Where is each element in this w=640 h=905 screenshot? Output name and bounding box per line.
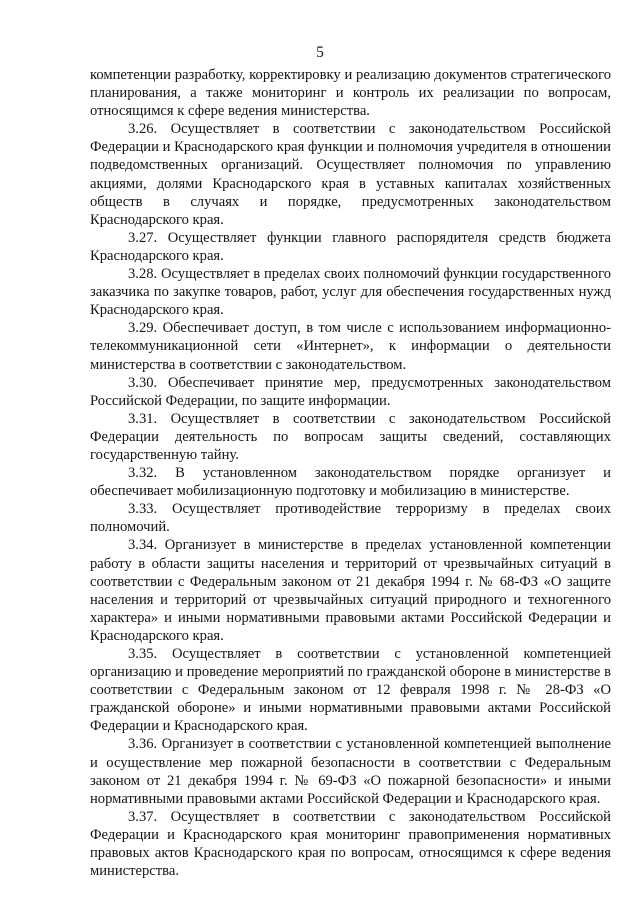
paragraph-3-34: 3.34. Организует в министерстве в пределах установленной компетенции работу в области защиты населения и территорий от чрезвычайных ситуаций в соответствии с Федеральным законом от 21 декабря 1994 г. № 68-ФЗ «О защите населения и территорий от чрезвычайных ситуаций природного и техногенного характера» и иными нормативными правовыми актами Российской Федерации и Краснодарского края. bbox=[90, 537, 611, 644]
paragraph-3-28: 3.28. Осуществляет в пределах своих полномочий функции государственного заказчика по закупке товаров, работ, услуг для обеспечения государственных нужд Краснодарского края. bbox=[90, 266, 611, 319]
paragraph-3-37: 3.37. Осуществляет в соответствии с законодательством Российской Федерации и Краснодарского края мониторинг правоприменения нормативных правовых актов Краснодарского края по вопросам, относящимся к сфере ведения министерства. bbox=[90, 808, 611, 880]
paragraph-3-26: 3.26. Осуществляет в соответствии с законодательством Российской Федерации и Краснодарского края функции и полномочия учредителя в отношении подведомственных организаций. Осуществляет полномочия по управлению акциями, долями Краснодарского края в уставных капиталах хозяйственных обществ в случаях и порядке, предусмотренных законодательством Краснодарского края. bbox=[90, 121, 611, 228]
paragraph-3-31: 3.31. Осуществляет в соответствии с законодательством Российской Федерации деятельность по вопросам защиты сведений, составляющих государственную тайну. bbox=[90, 410, 611, 463]
paragraph-3-29: 3.29. Обеспечивает доступ, в том числе с использованием информационно-телекоммуникационной сети «Интернет», к информации о деятельности министерства в соответствии с законодательством. bbox=[90, 320, 611, 373]
document-body bbox=[90, 66, 611, 880]
paragraph-3-30: 3.30. Обеспечивает принятие мер, предусмотренных законодательством Российской Федерации, по защите информации. bbox=[90, 374, 611, 409]
paragraph-continuation: компетенции разработку, корректировку и реализацию документов стратегического планирования, а также мониторинг и контроль их реализации по вопросам, относящимся к сфере ведения министерства. bbox=[90, 67, 611, 120]
paragraph-3-36: 3.36. Организует в соответствии с установленной компетенцией выполнение и осуществление мер пожарной безопасности в соответствии с Федеральным законом от 21 декабря 1994 г. № 69-ФЗ «О пожарной безопасности» и иными нормативными правовыми актами Российской Федерации и Краснодарского края. bbox=[90, 736, 611, 807]
paragraph-3-32: 3.32. В установленном законодательством порядке организует и обеспечивает мобилизационную подготовку и мобилизацию в министерстве. bbox=[90, 465, 611, 500]
page-number: 5 bbox=[316, 44, 324, 61]
paragraph-3-33: 3.33. Осуществляет противодействие терроризму в пределах своих полномочий. bbox=[90, 501, 611, 536]
paragraph-3-35: 3.35. Осуществляет в соответствии с установленной компетенцией организацию и проведение мероприятий по гражданской обороне в министерстве в соответствии с Федеральным законом от 12 февраля 1998 г. № 28-ФЗ «О гражданской обороне» и иными нормативными правовыми актами Российской Федерации и Краснодарского края. bbox=[90, 646, 611, 735]
paragraph-3-27: 3.27. Осуществляет функции главного распорядителя средств бюджета Краснодарского края. bbox=[90, 229, 611, 264]
